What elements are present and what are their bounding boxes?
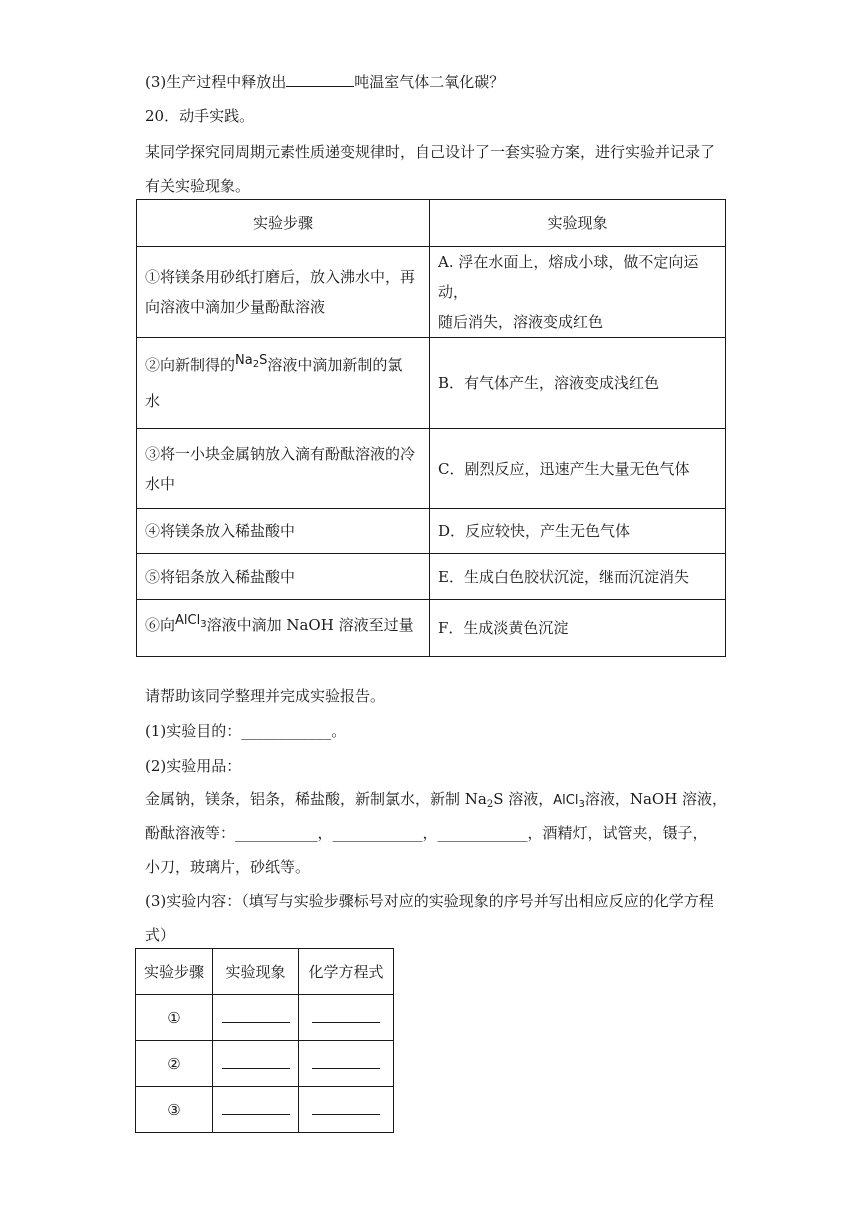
table-row (136, 1041, 394, 1087)
equation-blank-cell[interactable] (299, 1041, 394, 1087)
supplies-text: 溶液，NaOH 溶液， (584, 790, 728, 808)
header-equation: 化学方程式 (299, 949, 394, 995)
purpose-label: (1)实验目的： (145, 722, 242, 740)
purpose-suffix: 。 (331, 722, 347, 740)
intro-line-1: 某同学探究同周期元素性质递变规律时，自己设计了一套实验方案，进行实验并记录了 (145, 143, 716, 161)
equation-blank-cell[interactable] (299, 1087, 394, 1133)
result-cell: E．生成白色胶状沉淀，继而沉淀消失 (430, 554, 726, 600)
step-line (145, 350, 421, 386)
supplies-line-3: 小刀，玻璃片，砂纸等。 (145, 858, 311, 876)
result-cell: B．有气体产生，溶液变成浅红色 (430, 338, 726, 429)
step-line: 水 (145, 392, 161, 410)
result-cell (430, 247, 726, 338)
content-line-1: (3)实验内容：（填写与实验步骤标号对应的实验现象的序号并写出相应反应的化学方程 (145, 892, 714, 910)
answer-blank[interactable] (312, 1010, 380, 1023)
answer-blank[interactable] (222, 1010, 290, 1023)
result-line: 随后消失，溶液变成红色 (438, 313, 604, 331)
step-cell (137, 338, 430, 429)
chem-sub: 3 (578, 799, 585, 810)
chem-part: AlCl (553, 793, 579, 808)
step-cell: ④将镁条放入稀盐酸中 (137, 509, 430, 554)
supplies-text: S 溶液， (493, 790, 554, 808)
supplies-line-2: 酚酞溶液等：___________，____________，____________，酒精灯，试管夹，镊子， (145, 824, 708, 842)
header-result: 实验现象 (430, 200, 726, 247)
table-row (137, 600, 726, 657)
step-number: ③ (136, 1087, 213, 1133)
question-20-title: 20．动手实践。 (145, 107, 255, 125)
answer-blank[interactable] (222, 1102, 290, 1115)
table-row (136, 1087, 394, 1133)
step-number: ① (136, 995, 213, 1041)
content-line-2: 式） (145, 926, 176, 944)
step-cell (137, 600, 430, 657)
step-line: 向溶液中滴加少量酚酞溶液 (145, 298, 326, 316)
result-line: A. 浮在水面上，熔成小球，做不定向运动， (438, 253, 699, 301)
q3-answer-blank[interactable] (286, 72, 354, 87)
table-row (137, 554, 726, 600)
step-text: ⑥向 (145, 616, 176, 634)
header-step: 实验步骤 (136, 949, 213, 995)
table-row (137, 247, 726, 338)
supplies-text: 金属钠，镁条，铝条，稀盐酸，新制氯水，新制 Na (145, 790, 487, 808)
q3-suffix: 吨温室气体二氧化碳？ (354, 73, 505, 91)
step-text: ②向新制得的 (145, 356, 236, 374)
purpose-line (145, 721, 346, 741)
table-row (137, 429, 726, 509)
answer-header-row (136, 949, 394, 995)
step-text: 溶液中滴加新制的氯 (267, 356, 403, 374)
answer-table (135, 948, 394, 1133)
intro-line-2: 有关实验现象。 (145, 177, 251, 195)
step-cell: ⑤将铝条放入稀盐酸中 (137, 554, 430, 600)
result-cell: F．生成淡黄色沉淀 (430, 600, 726, 657)
supplies-line-1 (145, 789, 727, 815)
step-cell (137, 429, 430, 509)
purpose-blank[interactable]: ____________ (241, 722, 332, 740)
step-line: ①将镁条用砂纸打磨后，放入沸水中，再 (145, 268, 416, 286)
step-text: 溶液中滴加 NaOH 溶液至过量 (206, 616, 414, 634)
help-text: 请帮助该同学整理并完成实验报告。 (145, 687, 386, 705)
answer-blank[interactable] (312, 1102, 380, 1115)
answer-blank[interactable] (312, 1056, 380, 1069)
table-row (137, 509, 726, 554)
chem-part: Na (235, 353, 253, 368)
result-blank-cell[interactable] (213, 1087, 299, 1133)
header-step: 实验步骤 (137, 200, 430, 247)
q3-prefix: (3)生产过程中释放出 (145, 73, 287, 91)
step-line: ③将一小块金属钠放入滴有酚酞溶液的冷 (145, 444, 416, 463)
result-cell: D．反应较快，产生无色气体 (430, 509, 726, 554)
step-line: 水中 (145, 474, 176, 493)
result-blank-cell[interactable] (213, 995, 299, 1041)
equation-blank-cell[interactable] (299, 995, 394, 1041)
chem-sub: 3 (200, 619, 207, 630)
chem-formula (553, 793, 585, 808)
chem-formula (235, 353, 267, 368)
header-result: 实验现象 (213, 949, 299, 995)
result-blank-cell[interactable] (213, 1041, 299, 1087)
chem-part: AlCl (175, 613, 201, 628)
question-3-text (145, 72, 504, 92)
chem-part: S (259, 353, 268, 368)
table-header-row (137, 200, 726, 247)
answer-blank[interactable] (222, 1056, 290, 1069)
step-number: ② (136, 1041, 213, 1087)
chem-sub: 2 (252, 359, 260, 370)
step-cell (137, 247, 430, 338)
result-cell: C．剧烈反应，迅速产生大量无色气体 (430, 429, 726, 509)
table-row (137, 338, 726, 429)
chem-formula (175, 613, 207, 628)
experiment-table (136, 199, 726, 657)
table-row (136, 995, 394, 1041)
chem-sub: 2 (486, 799, 494, 810)
supplies-title: (2)实验用品： (145, 757, 242, 775)
